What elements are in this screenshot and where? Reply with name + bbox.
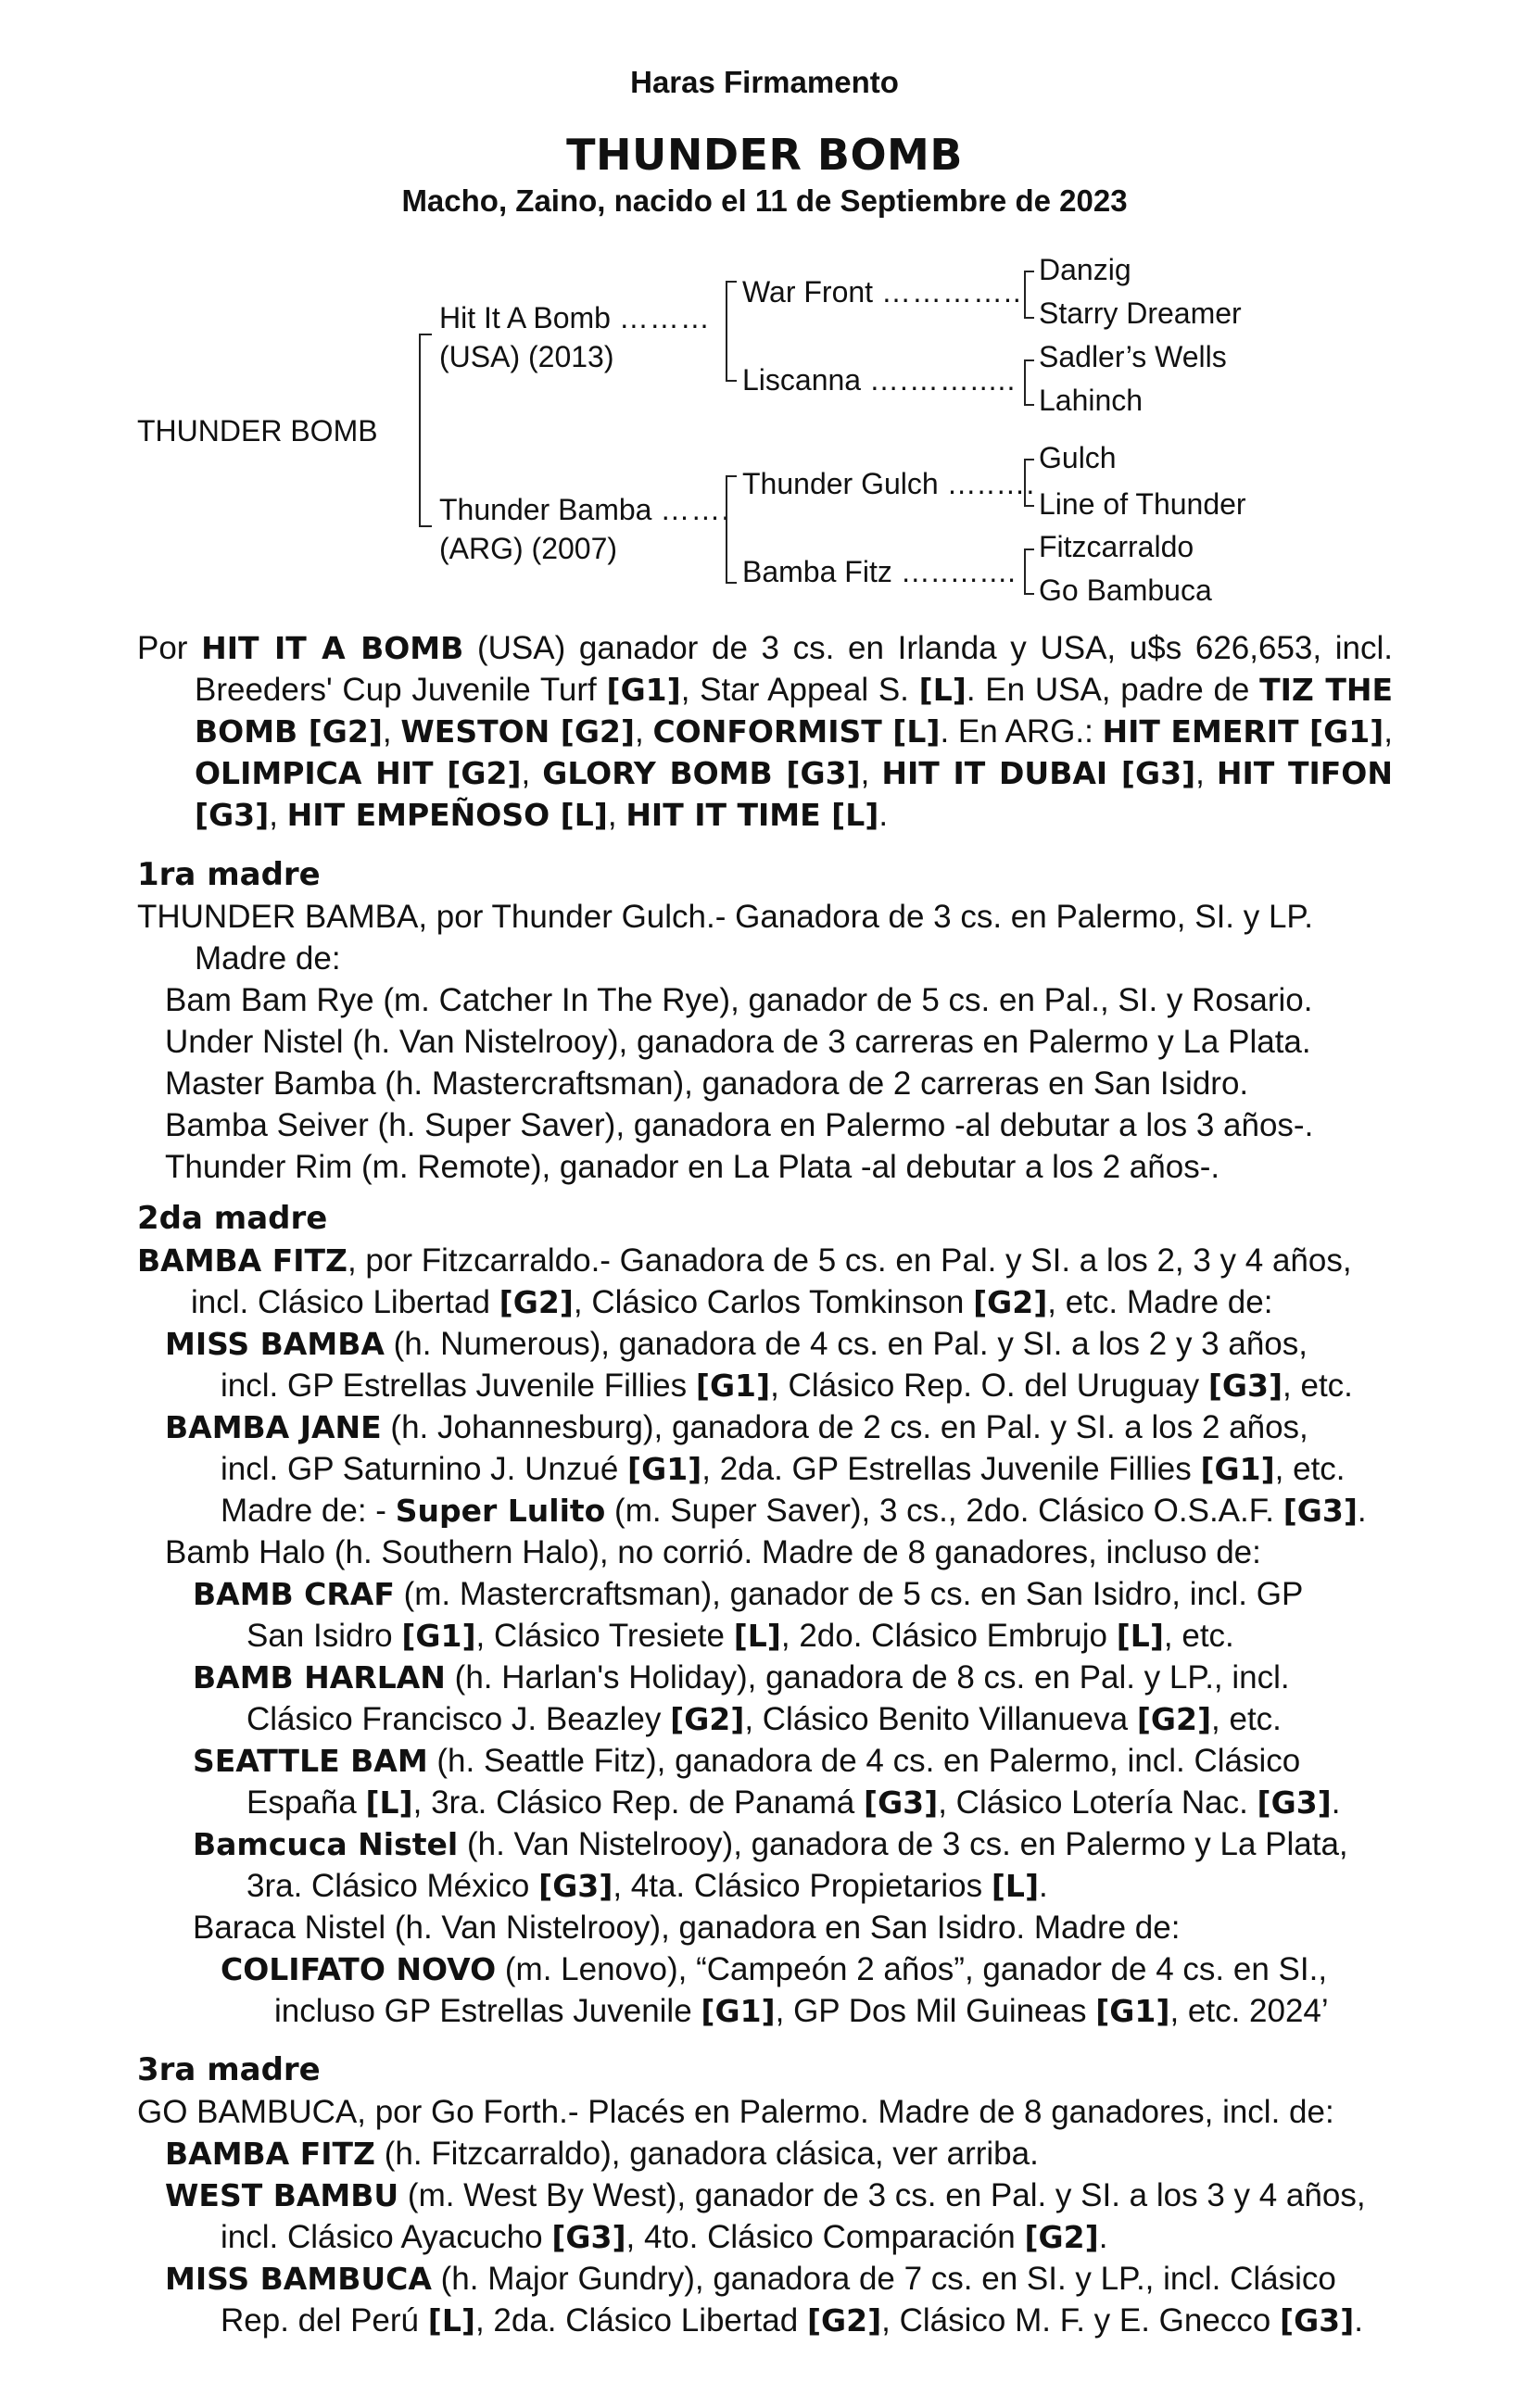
sire-text-7: . En ARG.: bbox=[940, 713, 1103, 750]
offspring-name: SEATTLE BAM bbox=[193, 1743, 428, 1779]
grade-badge: [L] bbox=[365, 1784, 413, 1821]
offspring-line bbox=[137, 1490, 1393, 1532]
offspring-line bbox=[137, 1406, 1393, 1448]
offspring-line: Bamb Halo (h. Southern Halo), no corrió. Madre de 8 ganadores, incluso de: bbox=[165, 1534, 1261, 1570]
separator: , bbox=[521, 755, 543, 791]
sire-text-end: . bbox=[878, 797, 889, 833]
separator: , bbox=[634, 713, 653, 750]
second-dam-section bbox=[137, 1198, 1393, 2032]
first-dam-intro: THUNDER BAMBA, por Thunder Gulch.- Ganadora de 3 cs. en Palermo, SI. y LP. Madre de: bbox=[137, 899, 1313, 977]
sire-name-bold: HIT IT A BOMB bbox=[201, 630, 464, 666]
offspring-text: , etc. bbox=[1274, 1451, 1346, 1487]
grade-badge: [G2] bbox=[1024, 2219, 1099, 2255]
grand-offspring-line bbox=[137, 1823, 1393, 1865]
sire-text-2: (USA) ganador de 3 cs. en Irlanda y USA, u$s 626,653, incl. Breeders' Cup Juvenile Turf bbox=[195, 630, 1393, 708]
offspring-name: HIT EMERIT [G1] bbox=[1102, 713, 1384, 750]
pedigree-dam-origin: (ARG) (2007) bbox=[439, 532, 618, 565]
offspring-text: (h. Fitzcarraldo), ganadora clásica, ver arriba. bbox=[374, 2136, 1039, 2172]
grade-badge: [G2] bbox=[806, 2302, 882, 2339]
bracket-dam bbox=[726, 475, 737, 584]
grade-badge: [G3] bbox=[551, 2219, 626, 2255]
horse-details: Macho, Zaino, nacido el 11 de Septiembre de 2023 bbox=[401, 183, 1128, 218]
gg-sire1-dots: ………….. bbox=[880, 275, 1022, 309]
pedigree-gg-sire2 bbox=[742, 465, 1035, 502]
separator: , bbox=[382, 713, 401, 750]
separator: , bbox=[860, 755, 882, 791]
offspring-name: HIT IT DUBAI [G3] bbox=[881, 755, 1196, 791]
offspring-name: CONFORMIST [L] bbox=[652, 713, 941, 750]
grand-offspring-line bbox=[137, 1740, 1393, 1782]
offspring-text: Clásico Francisco J. Beazley bbox=[246, 1701, 671, 1737]
grade-badge: [G3] bbox=[538, 1868, 613, 1904]
offspring-name: GLORY BOMB [G3] bbox=[542, 755, 861, 791]
offspring-text: , Clásico M. F. y E. Gnecco bbox=[881, 2302, 1280, 2339]
offspring-text: , Clásico Benito Villanueva bbox=[744, 1701, 1137, 1737]
grand-offspring-line bbox=[137, 1865, 1393, 1907]
second-dam-line bbox=[137, 1240, 1393, 1281]
gg-sire1-name: War Front bbox=[742, 275, 874, 309]
offspring-line bbox=[137, 1365, 1393, 1406]
offspring-text: , etc. 2024’ bbox=[1169, 1993, 1329, 2029]
sire-text-4: . En USA, padre de bbox=[966, 672, 1260, 708]
offspring-text: . bbox=[1331, 1784, 1341, 1821]
first-dam-offspring: Master Bamba (h. Mastercraftsman), ganadora de 2 carreras en San Isidro. bbox=[165, 1065, 1249, 1102]
pedigree-ggg6: Line of Thunder bbox=[1039, 487, 1246, 521]
offspring-name: MISS BAMBA bbox=[165, 1326, 385, 1362]
dam-name: Thunder Bamba bbox=[439, 493, 652, 526]
offspring-line bbox=[137, 2300, 1393, 2341]
offspring-text: , 4ta. Clásico Propietarios bbox=[613, 1868, 992, 1904]
bracket-g2 bbox=[1024, 359, 1034, 406]
great-grand-offspring-line bbox=[137, 1990, 1393, 2032]
gg-dam2-name: Bamba Fitz bbox=[742, 555, 892, 588]
offspring-name: MISS BAMBUCA bbox=[165, 2261, 432, 2297]
sire-name: Hit It A Bomb bbox=[439, 301, 611, 334]
dam-dots: ……. bbox=[660, 493, 731, 526]
offspring-text: (m. West By West), ganador de 3 cs. en Pal. y SI. a los 3 y 4 años, bbox=[398, 2177, 1366, 2213]
offspring-text: . bbox=[1357, 1493, 1367, 1529]
offspring-text: (m. Mastercraftsman), ganador de 5 cs. en San Isidro, incl. GP bbox=[394, 1576, 1304, 1612]
separator: , bbox=[1384, 713, 1393, 750]
gg-sire2-name: Thunder Gulch bbox=[742, 467, 939, 500]
bracket-gen1 bbox=[419, 334, 432, 527]
sire-text-1: Por bbox=[137, 630, 202, 666]
offspring-text: (h. Numerous), ganadora de 4 cs. en Pal. y SI. a los 2 y 3 años, bbox=[384, 1326, 1308, 1362]
offspring-text: , 2do. Clásico Embrujo bbox=[780, 1618, 1117, 1654]
offspring-text: (h. Van Nistelrooy), ganadora de 3 cs. en Palermo y La Plata, bbox=[458, 1826, 1348, 1862]
offspring-name: BAMB CRAF bbox=[193, 1576, 395, 1612]
offspring-text: incl. GP Estrellas Juvenile Fillies bbox=[221, 1368, 696, 1404]
offspring-name: WESTON [G2] bbox=[400, 713, 635, 750]
sire-text-3: , Star Appeal S. bbox=[680, 672, 919, 708]
pedigree-ggg7: Fitzcarraldo bbox=[1039, 530, 1194, 563]
pedigree-ggg3: Sadler’s Wells bbox=[1039, 340, 1227, 373]
first-dam-offspring: Bamba Seiver (h. Super Saver), ganadora en Palermo -al debutar a los 3 años-. bbox=[165, 1107, 1314, 1143]
grade-badge: [G1] bbox=[701, 1993, 776, 2029]
offspring-text: (h. Major Gundry), ganadora de 7 cs. en SI. y LP., incl. Clásico bbox=[431, 2261, 1336, 2297]
pedigree-ggg5: Gulch bbox=[1039, 441, 1117, 474]
offspring-text: incl. GP Saturnino J. Unzué bbox=[221, 1451, 628, 1487]
grade-badge: [G3] bbox=[1283, 1493, 1358, 1529]
offspring-line bbox=[137, 2216, 1393, 2258]
third-dam-heading: 3ra madre bbox=[137, 2051, 321, 2088]
sire-dots: ……… bbox=[618, 301, 711, 334]
dam-text: , Clásico Carlos Tomkinson bbox=[573, 1284, 974, 1320]
separator: , bbox=[269, 797, 287, 833]
pedigree-dam bbox=[439, 491, 730, 528]
grade-badge: [G2] bbox=[1136, 1701, 1212, 1737]
offspring-text: , 2da. GP Estrellas Juvenile Fillies bbox=[701, 1451, 1201, 1487]
offspring-text: . bbox=[1039, 1868, 1048, 1904]
grade-badge: [G2] bbox=[499, 1284, 574, 1320]
bracket-sire bbox=[726, 281, 737, 382]
great-grand-offspring-line bbox=[137, 1948, 1393, 1990]
third-dam-section bbox=[137, 2049, 1393, 2341]
grade-badge: [G1] bbox=[606, 672, 681, 708]
dam-text: , etc. Madre de: bbox=[1047, 1284, 1273, 1320]
second-dam-line bbox=[137, 1281, 1393, 1323]
offspring-text: (h. Johannesburg), ganadora de 2 cs. en Pal. y SI. a los 2 años, bbox=[381, 1409, 1308, 1445]
offspring-name: Bamcuca Nistel bbox=[193, 1826, 459, 1862]
offspring-line bbox=[137, 2258, 1393, 2300]
offspring-text: , Clásico Lotería Nac. bbox=[938, 1784, 1257, 1821]
offspring-name: BAMB HARLAN bbox=[193, 1659, 446, 1696]
offspring-name: COLIFATO NOVO bbox=[221, 1951, 497, 1987]
offspring-name: HIT IT TIME [L] bbox=[626, 797, 879, 833]
pedigree-gg-sire1 bbox=[742, 273, 1022, 310]
grade-badge: [G3] bbox=[1280, 2302, 1355, 2339]
dam-text: , por Fitzcarraldo.- Ganadora de 5 cs. en Pal. y SI. a los 2, 3 y 4 años, bbox=[347, 1242, 1352, 1279]
offspring-text: incluso GP Estrellas Juvenile bbox=[274, 1993, 701, 2029]
grade-badge: [G1] bbox=[1095, 1993, 1170, 2029]
pedigree-ggg1: Danzig bbox=[1039, 253, 1131, 286]
offspring-text: Madre de: - bbox=[221, 1493, 396, 1529]
grand-offspring-line bbox=[137, 1573, 1393, 1615]
pedigree-gg-dam1 bbox=[742, 361, 1016, 398]
separator: , bbox=[607, 797, 626, 833]
first-dam-section bbox=[137, 854, 1393, 1188]
grand-offspring-line: Baraca Nistel (h. Van Nistelrooy), ganadora en San Isidro. Madre de: bbox=[193, 1910, 1181, 1946]
separator: , bbox=[1195, 755, 1217, 791]
grade-badge: [L] bbox=[427, 2302, 475, 2339]
offspring-name: BAMBA JANE bbox=[165, 1409, 382, 1445]
offspring-text: (m. Lenovo), “Campeón 2 años”, ganador de 4 cs. en SI., bbox=[496, 1951, 1328, 1987]
pedigree-ggg4: Lahinch bbox=[1039, 384, 1144, 417]
offspring-name: BAMBA FITZ bbox=[165, 2136, 375, 2172]
second-dam-heading: 2da madre bbox=[137, 1200, 328, 1237]
sire-paragraph bbox=[137, 627, 1393, 836]
sire-section bbox=[137, 627, 1393, 836]
pedigree-sire bbox=[439, 299, 711, 336]
grade-badge: [L] bbox=[991, 1868, 1040, 1904]
horse-name-title: THUNDER BOMB bbox=[566, 130, 963, 180]
offspring-text: (m. Super Saver), 3 cs., 2do. Clásico O.S.A.F. bbox=[605, 1493, 1283, 1529]
gg-dam2-dots: …..….... bbox=[900, 555, 1017, 588]
offspring-name: TIZ THE BOMB [G2] bbox=[195, 672, 1393, 750]
pedigree-sire-origin: (USA) (2013) bbox=[439, 340, 614, 373]
grade-badge: [G3] bbox=[1207, 1368, 1283, 1404]
offspring-line bbox=[137, 1448, 1393, 1490]
grand-offspring-line bbox=[137, 1657, 1393, 1698]
offspring-name: HIT EMPEÑOSO [L] bbox=[286, 797, 608, 833]
offspring-name: WEST BAMBU bbox=[165, 2177, 399, 2213]
offspring-text: , etc. bbox=[1163, 1618, 1234, 1654]
grand-offspring-line bbox=[137, 1698, 1393, 1740]
offspring-name: HIT TIFON [G3] bbox=[195, 755, 1393, 833]
grade-badge: [L] bbox=[1116, 1618, 1164, 1654]
offspring-text: (h. Seattle Fitz), ganadora de 4 cs. en Palermo, incl. Clásico bbox=[427, 1743, 1301, 1779]
grade-badge: [L] bbox=[918, 672, 967, 708]
pedigree-ggg2: Starry Dreamer bbox=[1039, 296, 1242, 330]
offspring-text: 3ra. Clásico México bbox=[246, 1868, 539, 1904]
offspring-text: San Isidro bbox=[246, 1618, 402, 1654]
offspring-text: , etc. bbox=[1211, 1701, 1282, 1737]
grand-offspring-line bbox=[137, 1782, 1393, 1823]
grade-badge: [G2] bbox=[973, 1284, 1048, 1320]
offspring-text: , GP Dos Mil Guineas bbox=[775, 1993, 1096, 2029]
pedigree-gg-dam2 bbox=[742, 553, 1017, 590]
offspring-text: Rep. del Perú bbox=[221, 2302, 428, 2339]
first-dam-offspring: Thunder Rim (m. Remote), ganador en La Plata -al debutar a los 2 años-. bbox=[165, 1149, 1220, 1185]
bracket-g1 bbox=[1024, 271, 1034, 319]
pedigree-subject: THUNDER BOMB bbox=[137, 414, 378, 448]
grade-badge: [G1] bbox=[1200, 1451, 1275, 1487]
grade-badge: [G3] bbox=[864, 1784, 939, 1821]
offspring-line bbox=[137, 1323, 1393, 1365]
grade-badge: [L] bbox=[733, 1618, 781, 1654]
first-dam-heading: 1ra madre bbox=[137, 856, 321, 893]
grand-offspring-line bbox=[137, 1615, 1393, 1657]
offspring-text: . bbox=[1354, 2302, 1363, 2339]
gg-sire2-dots: …..…. bbox=[946, 467, 1036, 500]
stud-name: Haras Firmamento bbox=[630, 65, 899, 99]
bracket-g3 bbox=[1024, 459, 1034, 507]
dam-name-bold: BAMBA FITZ bbox=[137, 1242, 348, 1279]
offspring-text: , Clásico Rep. O. del Uruguay bbox=[770, 1368, 1208, 1404]
first-dam-offspring: Bam Bam Rye (m. Catcher In The Rye), ganador de 5 cs. en Pal., SI. y Rosario. bbox=[165, 982, 1313, 1018]
offspring-text: . bbox=[1098, 2219, 1108, 2255]
pedigree-ggg8: Go Bambuca bbox=[1039, 574, 1212, 607]
third-dam-intro: GO BAMBUCA, por Go Forth.- Placés en Palermo. Madre de 8 ganadores, incl. de: bbox=[137, 2094, 1334, 2130]
offspring-text: , 3ra. Clásico Rep. de Panamá bbox=[412, 1784, 865, 1821]
grade-badge: [G1] bbox=[695, 1368, 771, 1404]
offspring-name: Super Lulito bbox=[395, 1493, 606, 1529]
offspring-text: , etc. bbox=[1283, 1368, 1353, 1404]
offspring-text: , 2da. Clásico Libertad bbox=[474, 2302, 807, 2339]
offspring-line bbox=[137, 2175, 1393, 2216]
first-dam-offspring: Under Nistel (h. Van Nistelrooy), ganadora de 3 carreras en Palermo y La Plata. bbox=[165, 1024, 1311, 1060]
offspring-name: OLIMPICA HIT [G2] bbox=[195, 755, 522, 791]
gg-dam1-name: Liscanna bbox=[742, 363, 862, 397]
offspring-text: , 4to. Clásico Comparación bbox=[626, 2219, 1025, 2255]
grade-badge: [G2] bbox=[670, 1701, 745, 1737]
offspring-text: España bbox=[246, 1784, 366, 1821]
offspring-line bbox=[137, 2133, 1393, 2175]
offspring-text: , Clásico Tresiete bbox=[475, 1618, 734, 1654]
grade-badge: [G1] bbox=[401, 1618, 476, 1654]
bracket-g4 bbox=[1024, 548, 1034, 595]
offspring-text: incl. Clásico Ayacucho bbox=[221, 2219, 552, 2255]
offspring-text: (h. Harlan's Holiday), ganadora de 8 cs. en Pal. y LP., incl. bbox=[445, 1659, 1290, 1696]
grade-badge: [G3] bbox=[1257, 1784, 1332, 1821]
dam-text: incl. Clásico Libertad bbox=[191, 1284, 499, 1320]
gg-dam1-dots: ….……..... bbox=[868, 363, 1017, 397]
grade-badge: [G1] bbox=[627, 1451, 702, 1487]
